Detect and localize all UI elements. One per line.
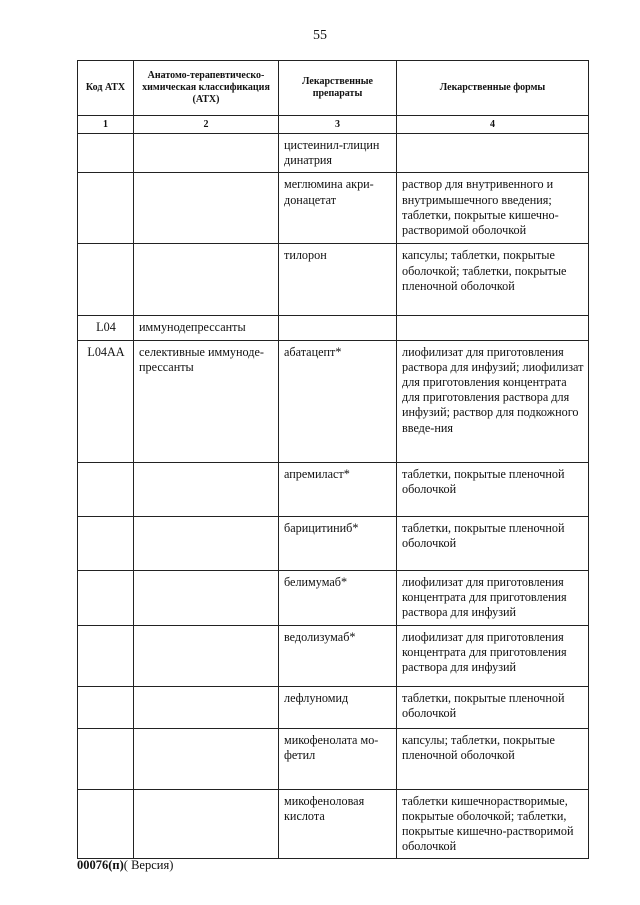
table-row <box>78 789 589 859</box>
cell-class <box>134 789 279 859</box>
table-row <box>78 570 589 625</box>
cell-forms: капсулы; таблетки, покрытые оболочкой; таблетки, покрытые пленочной оболочкой <box>397 244 589 316</box>
cell-code <box>78 686 134 728</box>
cell-forms: капсулы; таблетки, покрытые пленочной оболочкой <box>397 728 589 789</box>
cell-drug: микофеноловая кислота <box>279 789 397 859</box>
cell-code <box>78 173 134 244</box>
column-number-row <box>78 116 589 134</box>
cell-class <box>134 570 279 625</box>
cell-code <box>78 134 134 173</box>
cell-forms: лиофилизат для приготовления концентрата для приготовления раствора для инфузий <box>397 625 589 686</box>
cell-code <box>78 244 134 316</box>
cell-forms <box>397 316 589 340</box>
cell-forms: лиофилизат для приготовления раствора для инфузий; лиофилизат для приготовления концентрата для приготовления раствора для инфузий; раствор для подкожного введе-ния <box>397 340 589 462</box>
cell-forms: раствор для внутривенного и внутримышечного введения; таблетки, покрытые кишечно-растворимой оболочкой <box>397 173 589 244</box>
cell-drug: лефлуномид <box>279 686 397 728</box>
cell-drug: абатацепт* <box>279 340 397 462</box>
header-classification: Анатомо-терапевтическо-химическая классификация (АТХ) <box>134 61 279 116</box>
table-row <box>78 134 589 173</box>
cell-class <box>134 686 279 728</box>
cell-forms: лиофилизат для приготовления концентрата для приготовления раствора для инфузий <box>397 570 589 625</box>
table-row <box>78 244 589 316</box>
cell-class <box>134 173 279 244</box>
cell-code: L04 <box>78 316 134 340</box>
cell-class: иммунодепрессанты <box>134 316 279 340</box>
page-number: 55 <box>313 28 327 43</box>
cell-class <box>134 244 279 316</box>
cell-code: L04AA <box>78 340 134 462</box>
table-row <box>78 625 589 686</box>
header-drugs: Лекарственные препараты <box>279 61 397 116</box>
table-header-row <box>78 61 589 116</box>
column-number: 2 <box>134 116 279 134</box>
cell-code <box>78 462 134 516</box>
cell-class <box>134 625 279 686</box>
cell-drug <box>279 316 397 340</box>
cell-drug: микофенолата мо-фетил <box>279 728 397 789</box>
cell-drug: цистеинил-глицин динатрия <box>279 134 397 173</box>
header-code: Код АТХ <box>78 61 134 116</box>
cell-code <box>78 625 134 686</box>
table-row <box>78 728 589 789</box>
cell-class <box>134 728 279 789</box>
header-forms: Лекарственные формы <box>397 61 589 116</box>
footer-code: 00076(п) <box>77 858 124 872</box>
cell-forms: таблетки, покрытые пленочной оболочкой <box>397 686 589 728</box>
cell-class: селективные иммуноде-прессанты <box>134 340 279 462</box>
cell-code <box>78 728 134 789</box>
cell-class <box>134 134 279 173</box>
table-row <box>78 686 589 728</box>
cell-code <box>78 570 134 625</box>
cell-forms: таблетки, покрытые пленочной оболочкой <box>397 462 589 516</box>
column-number: 3 <box>279 116 397 134</box>
cell-drug: барицитиниб* <box>279 516 397 570</box>
table-row <box>78 340 589 462</box>
column-number: 1 <box>78 116 134 134</box>
cell-code <box>78 516 134 570</box>
cell-drug: апремиласт* <box>279 462 397 516</box>
table-row <box>78 462 589 516</box>
footer-label: ( Версия) <box>123 858 174 872</box>
footer <box>77 858 173 873</box>
column-number: 4 <box>397 116 589 134</box>
cell-forms <box>397 134 589 173</box>
cell-code <box>78 789 134 859</box>
cell-drug: меглюмина акри-донацетат <box>279 173 397 244</box>
cell-class <box>134 516 279 570</box>
table-row <box>78 516 589 570</box>
cell-forms: таблетки, покрытые пленочной оболочкой <box>397 516 589 570</box>
table-row <box>78 173 589 244</box>
atx-table <box>77 60 589 859</box>
cell-class <box>134 462 279 516</box>
cell-drug: ведолизумаб* <box>279 625 397 686</box>
cell-drug: тилорон <box>279 244 397 316</box>
table-row <box>78 316 589 340</box>
cell-forms: таблетки кишечнорастворимые, покрытые оболочкой; таблетки, покрытые кишечно-растворимой оболочкой <box>397 789 589 859</box>
cell-drug: белимумаб* <box>279 570 397 625</box>
